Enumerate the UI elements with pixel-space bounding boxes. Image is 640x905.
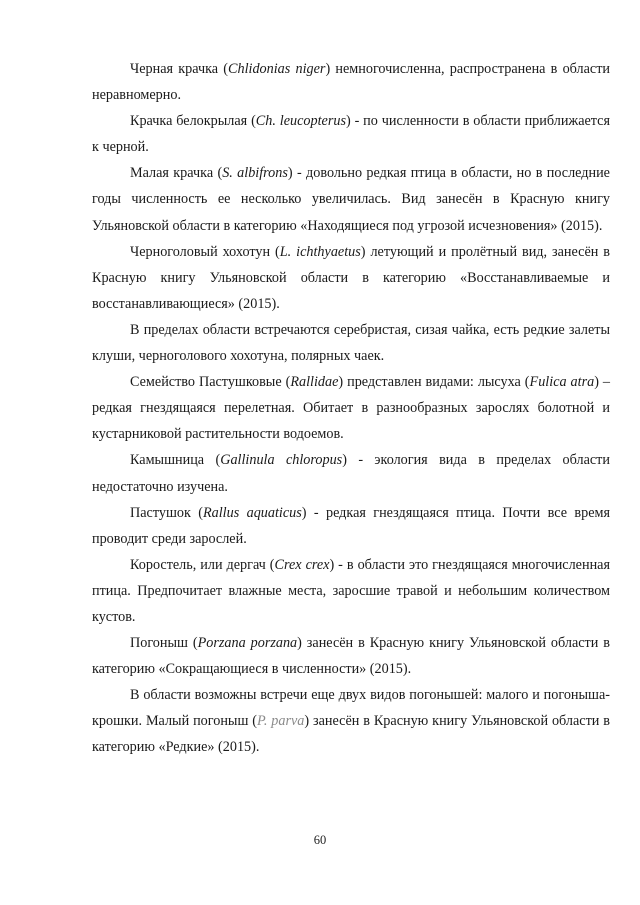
paragraph-black-tern	[92, 56, 610, 108]
paragraph-text: Пастушок (	[130, 504, 203, 521]
paragraph-great-black-headed-gull	[92, 239, 610, 317]
paragraph-text: Черная крачка (	[130, 61, 229, 77]
latin-species-name: Ch. leucopterus	[255, 113, 346, 130]
latin-species-name: Crex crex	[274, 556, 330, 573]
paragraph-text: ) - в области это гнездящаяся многочисленная птица. Предпочитает влажные места, заросшие травой и небольшим количеством кустов.	[92, 556, 610, 625]
latin-species-name: P. parva	[257, 713, 305, 730]
latin-species-name: Rallus aquaticus	[202, 504, 302, 521]
paragraph-text: В области возможны встречи еще двух видов погонышей: малого и погоныша-крошки. Малый погоныш (	[92, 687, 610, 730]
paragraph-text: Погоныш (	[130, 635, 198, 652]
paragraph-spotted-crake	[92, 630, 610, 682]
paragraph-text: В пределах области встречаются серебристая, сизая чайка, есть редкие залеты клуши, черноголового хохотуна, полярных чаек.	[92, 321, 610, 365]
latin-species-name: Porzana porzana	[197, 635, 298, 652]
paragraph-text: Черноголовый хохотун (	[130, 243, 280, 260]
paragraph-white-winged-tern	[92, 108, 610, 160]
page-number: 60	[313, 833, 327, 847]
paragraph-gulls	[92, 317, 610, 369]
paragraph-text: ) немногочисленна, распространена в области неравномерно.	[92, 61, 611, 104]
paragraph-rallidae	[92, 369, 610, 447]
latin-species-name: Rallidae	[290, 374, 339, 391]
paragraph-text: Семейство Пастушковые (	[130, 374, 291, 391]
paragraph-text: ) занесён в Красную книгу Ульяновской области в категорию «Редкие» (2015).	[92, 713, 610, 756]
paragraph-little-tern	[92, 160, 610, 238]
paragraph-text: Малая крачка (	[130, 165, 223, 182]
paragraph-moorhen	[92, 447, 610, 499]
paragraph-text: Камышница (	[130, 452, 221, 469]
paragraph-text: ) - экология вида в пределах области недостаточно изучена.	[92, 452, 610, 495]
paragraph-little-crake	[92, 682, 610, 760]
latin-species-name: L. ichthyaetus	[279, 243, 361, 260]
paragraph-text: ) - редкая гнездящаяся птица. Почти все время проводит среди зарослей.	[92, 504, 610, 547]
paragraph-text: Крачка белокрылая (	[130, 113, 256, 130]
latin-species-name: S. albifrons	[222, 165, 288, 182]
paragraph-corncrake	[92, 552, 610, 630]
latin-species-name: Fulica atra	[529, 374, 595, 391]
paragraph-text: ) занесён в Красную книгу Ульяновской области в категорию «Сокращающиеся в численности» (2015).	[92, 635, 610, 678]
paragraph-text: ) - довольно редкая птица в области, но в последние годы численность ее несколько увеличилась. Вид занесён в Красную книгу Ульяновской области в категорию «Находящиеся под угрозой исчезновения» (2015).	[92, 165, 610, 234]
paragraph-text: ) представлен видами: лысуха (	[338, 374, 530, 391]
document-body	[92, 56, 610, 761]
paragraph-text: Коростель, или дергач (	[130, 556, 275, 573]
latin-species-name: Chlidonias niger	[228, 61, 326, 77]
paragraph-text: ) – редкая гнездящаяся перелетная. Обитает в разнообразных зарослях болотной и кустарниковой растительности водоемов.	[92, 374, 610, 443]
paragraph-text: ) - по численности в области приближается к черной.	[92, 113, 611, 156]
latin-species-name: Gallinula chloropus	[220, 452, 343, 469]
paragraph-water-rail	[92, 500, 610, 552]
paragraph-text: ) летующий и пролётный вид, занесён в Красную книгу Ульяновской области в категорию «Восстанавливаемые и восстанавливающиеся» (2015).	[92, 243, 611, 312]
